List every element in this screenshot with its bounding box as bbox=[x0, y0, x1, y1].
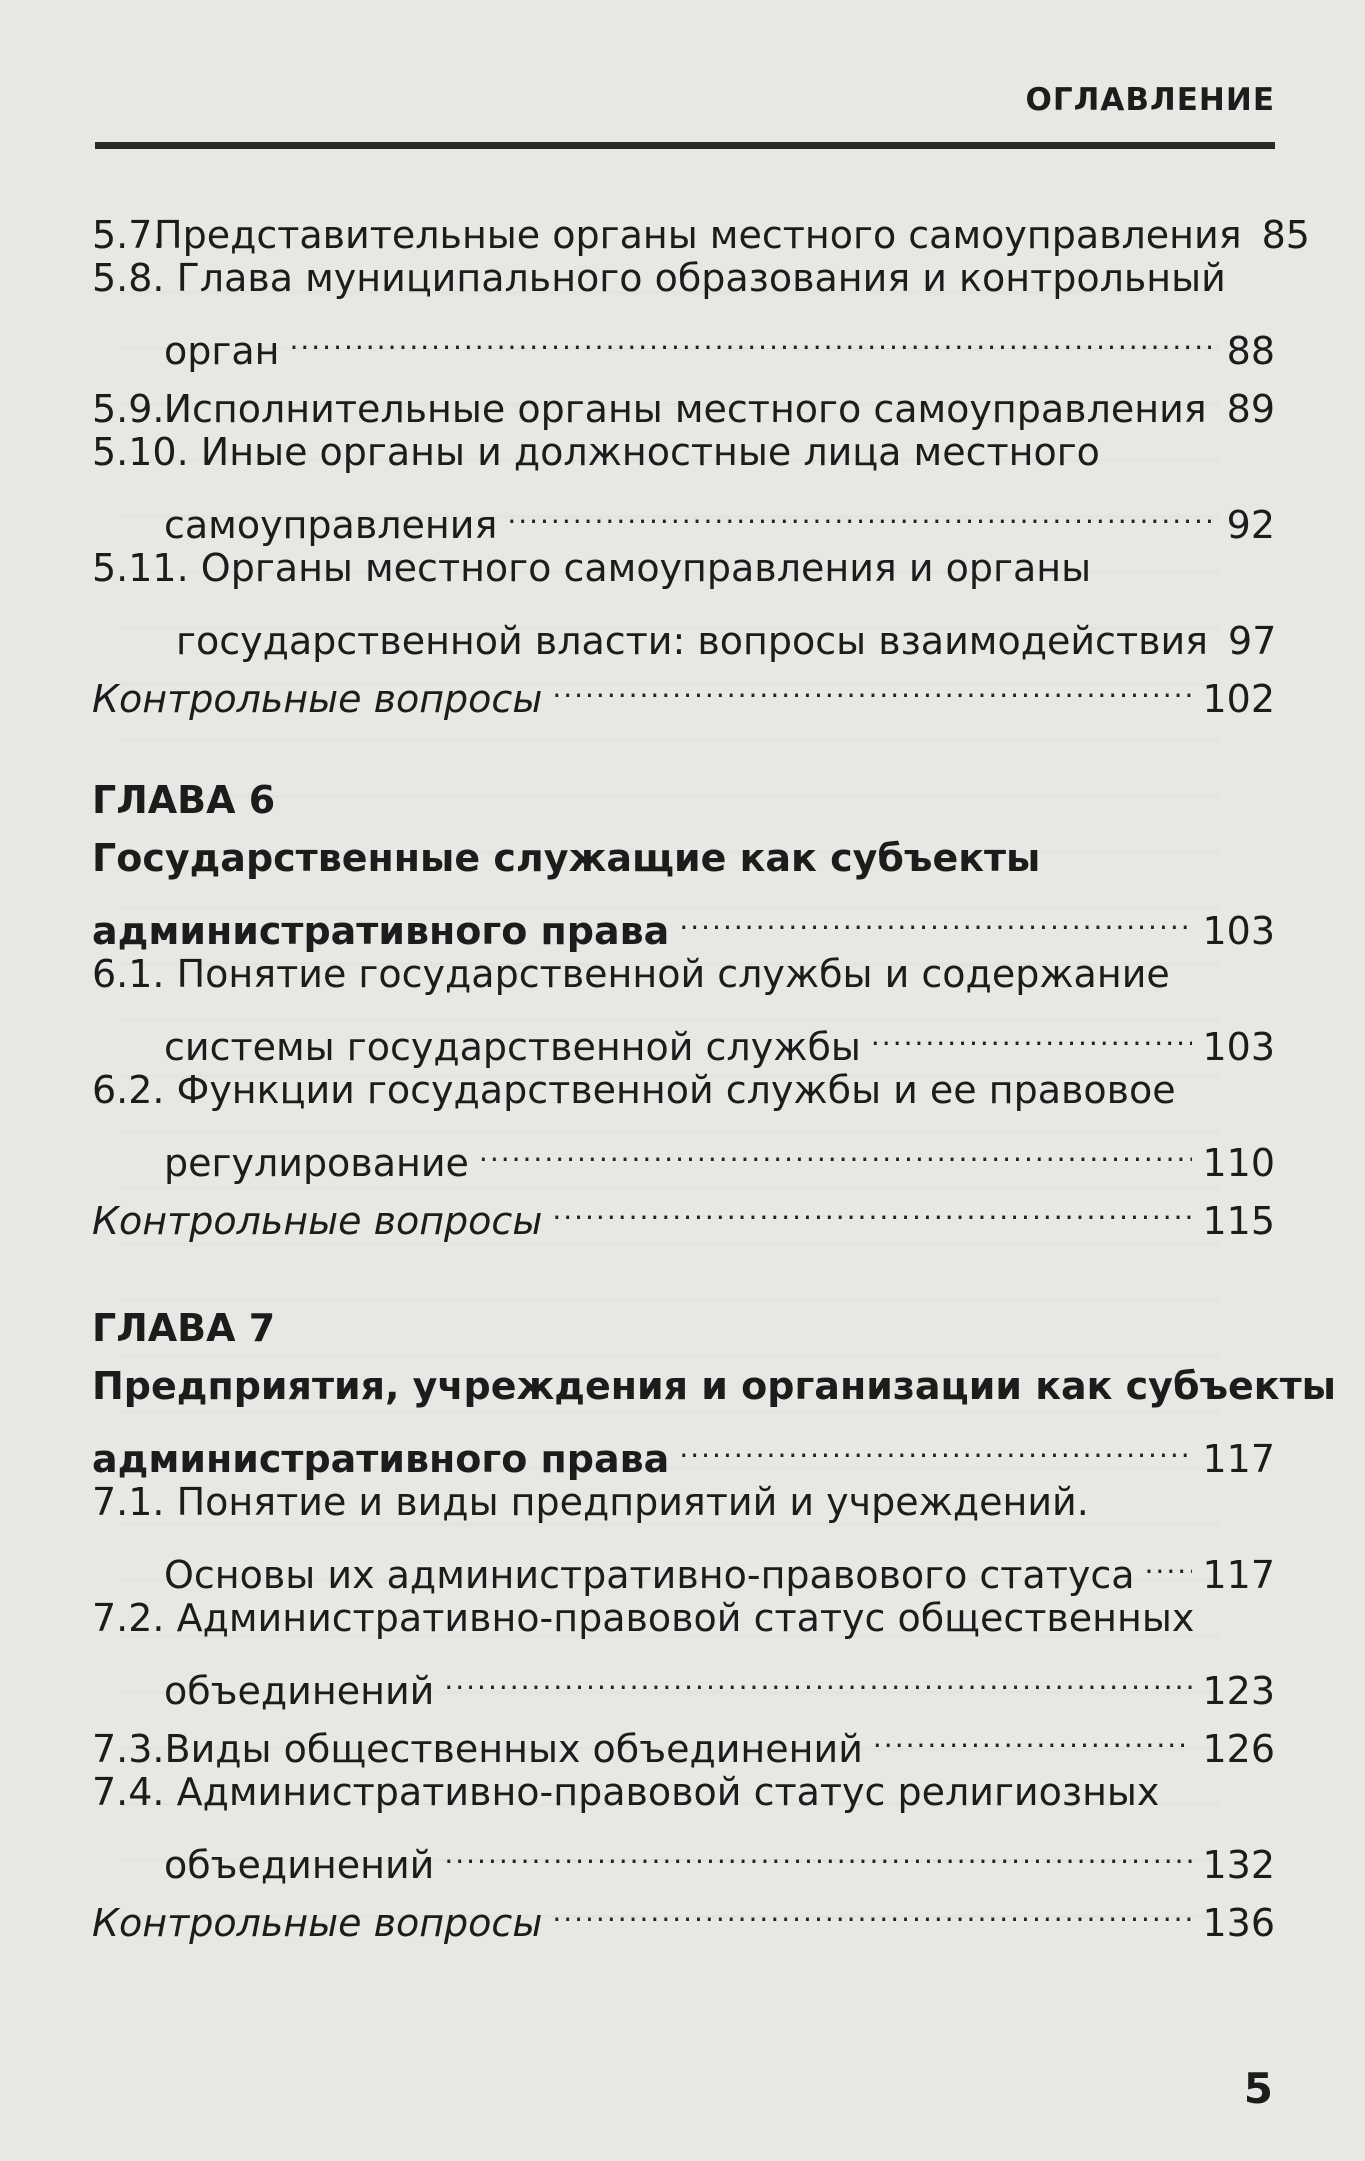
chapter-title-cont[interactable] bbox=[92, 888, 1275, 953]
dot-leader bbox=[679, 1416, 1192, 1472]
entry-title: Административно-правовой статус религиозных bbox=[176, 1770, 1160, 1814]
toc-entry-5-11-cont[interactable] bbox=[176, 598, 1277, 663]
toc-entry-7-1-cont[interactable] bbox=[164, 1532, 1275, 1597]
dot-leader bbox=[289, 308, 1216, 364]
entry-title: Функции государственной службы и ее правовое bbox=[176, 1068, 1176, 1112]
entry-page: 103 bbox=[1202, 909, 1275, 953]
toc-entry-7-4-cont[interactable] bbox=[164, 1822, 1275, 1887]
header-title: ОГЛАВЛЕНИЕ bbox=[1025, 82, 1275, 118]
entry-page: 117 bbox=[1202, 1553, 1275, 1597]
entry-number: 5.10. bbox=[92, 430, 189, 474]
toc-entry-5-8-cont[interactable] bbox=[164, 308, 1275, 373]
entry-number: 6.2. bbox=[92, 1068, 165, 1112]
running-header bbox=[95, 70, 1275, 149]
chapter-label: ГЛАВА 6 bbox=[92, 778, 276, 822]
entry-number: 5.9. bbox=[92, 387, 165, 431]
entry-page: 132 bbox=[1202, 1843, 1275, 1887]
entry-page: 126 bbox=[1202, 1727, 1275, 1771]
toc-control-questions[interactable] bbox=[92, 1178, 1275, 1243]
toc-entry-7-1[interactable] bbox=[92, 1474, 1275, 1530]
toc-entry-5-11[interactable] bbox=[92, 540, 1275, 596]
toc-control-questions[interactable] bbox=[92, 656, 1275, 721]
entry-page: 88 bbox=[1226, 329, 1275, 373]
entry-number: 5.7. bbox=[92, 213, 165, 257]
toc-control-questions[interactable] bbox=[92, 1880, 1275, 1945]
dot-leader bbox=[444, 1648, 1192, 1704]
chapter-heading bbox=[92, 772, 1275, 828]
toc-entry-5-8[interactable] bbox=[92, 250, 1275, 306]
toc-entry-7-3[interactable] bbox=[92, 1706, 1275, 1771]
chapter-title[interactable] bbox=[92, 830, 1275, 886]
dot-leader bbox=[552, 656, 1192, 712]
entry-title: Исполнительные органы местного самоуправления bbox=[163, 387, 1207, 431]
entry-title-cont: орган bbox=[164, 329, 280, 373]
toc-entry-5-10[interactable] bbox=[92, 424, 1275, 480]
toc-entry-7-4[interactable] bbox=[92, 1764, 1275, 1820]
entry-title: Понятие государственной службы и содержание bbox=[176, 952, 1170, 996]
dot-leader bbox=[444, 1822, 1192, 1878]
dot-leader bbox=[1145, 1532, 1193, 1588]
entry-number: 5.11. bbox=[92, 546, 189, 590]
chapter-title-line: административного права bbox=[92, 1437, 670, 1481]
entry-title: Органы местного самоуправления и органы bbox=[200, 546, 1092, 590]
entry-page: 85 bbox=[1261, 213, 1310, 257]
entry-title: Виды общественных объединений bbox=[164, 1727, 863, 1771]
entry-title-cont: Основы их административно-правового статуса bbox=[164, 1553, 1135, 1597]
entry-page: 110 bbox=[1202, 1141, 1275, 1185]
entry-page: 89 bbox=[1226, 387, 1275, 431]
entry-page: 115 bbox=[1202, 1199, 1275, 1243]
chapter-title-line: административного права bbox=[92, 909, 670, 953]
entry-page: 117 bbox=[1202, 1437, 1275, 1481]
entry-title-cont: объединений bbox=[164, 1669, 435, 1713]
entry-title: Глава муниципального образования и контрольный bbox=[176, 256, 1226, 300]
chapter-title-line: Предприятия, учреждения и организации как субъекты bbox=[92, 1364, 1336, 1408]
entry-page: 103 bbox=[1202, 1025, 1275, 1069]
dot-leader bbox=[871, 1004, 1193, 1060]
dot-leader bbox=[679, 888, 1192, 944]
dot-leader bbox=[479, 1120, 1193, 1176]
toc-entry-6-1-cont[interactable] bbox=[164, 1004, 1275, 1069]
entry-number: 7.1. bbox=[92, 1480, 165, 1524]
entry-title: Контрольные вопросы bbox=[92, 1901, 543, 1945]
page-number: 5 bbox=[1243, 2064, 1273, 2113]
chapter-title-line: Государственные служащие как субъекты bbox=[92, 836, 1041, 880]
toc-entry-5-10-cont[interactable] bbox=[164, 482, 1275, 547]
entry-title: Иные органы и должностные лица местного bbox=[200, 430, 1100, 474]
entry-title: Административно-правовой статус общественных bbox=[176, 1596, 1195, 1640]
entry-title-cont: самоуправления bbox=[164, 503, 498, 547]
toc-entry-6-1[interactable] bbox=[92, 946, 1275, 1002]
entry-number: 7.3. bbox=[92, 1727, 165, 1771]
dot-leader bbox=[552, 1880, 1192, 1936]
dot-leader bbox=[552, 1178, 1192, 1234]
chapter-heading bbox=[92, 1300, 1275, 1356]
toc-entry-5-7[interactable] bbox=[92, 192, 1310, 257]
entry-title-cont: объединений bbox=[164, 1843, 435, 1887]
entry-page: 123 bbox=[1202, 1669, 1275, 1713]
toc-entry-5-9[interactable] bbox=[92, 366, 1275, 431]
entry-title: Контрольные вопросы bbox=[92, 1199, 543, 1243]
entry-number: 7.2. bbox=[92, 1596, 165, 1640]
toc-entry-7-2[interactable] bbox=[92, 1590, 1275, 1646]
chapter-title[interactable] bbox=[92, 1358, 1336, 1414]
entry-page: 136 bbox=[1202, 1901, 1275, 1945]
entry-page: 92 bbox=[1226, 503, 1275, 547]
entry-title: Понятие и виды предприятий и учреждений. bbox=[176, 1480, 1089, 1524]
dot-leader bbox=[873, 1706, 1193, 1762]
chapter-label: ГЛАВА 7 bbox=[92, 1306, 276, 1350]
entry-title-cont: системы государственной службы bbox=[164, 1025, 861, 1069]
entry-title-cont: государственной власти: вопросы взаимодействия bbox=[176, 619, 1209, 663]
entry-page: 102 bbox=[1202, 677, 1275, 721]
chapter-title-cont[interactable] bbox=[92, 1416, 1275, 1481]
entry-title: Представительные органы местного самоуправления bbox=[154, 213, 1242, 257]
entry-number: 5.8. bbox=[92, 256, 165, 300]
entry-title-cont: регулирование bbox=[164, 1141, 469, 1185]
entry-number: 6.1. bbox=[92, 952, 165, 996]
entry-page: 97 bbox=[1228, 619, 1277, 663]
toc-entry-7-2-cont[interactable] bbox=[164, 1648, 1275, 1713]
toc-entry-6-2-cont[interactable] bbox=[164, 1120, 1275, 1185]
entry-title: Контрольные вопросы bbox=[92, 677, 543, 721]
toc-entry-6-2[interactable] bbox=[92, 1062, 1275, 1118]
dot-leader bbox=[507, 482, 1216, 538]
entry-number: 7.4. bbox=[92, 1770, 165, 1814]
